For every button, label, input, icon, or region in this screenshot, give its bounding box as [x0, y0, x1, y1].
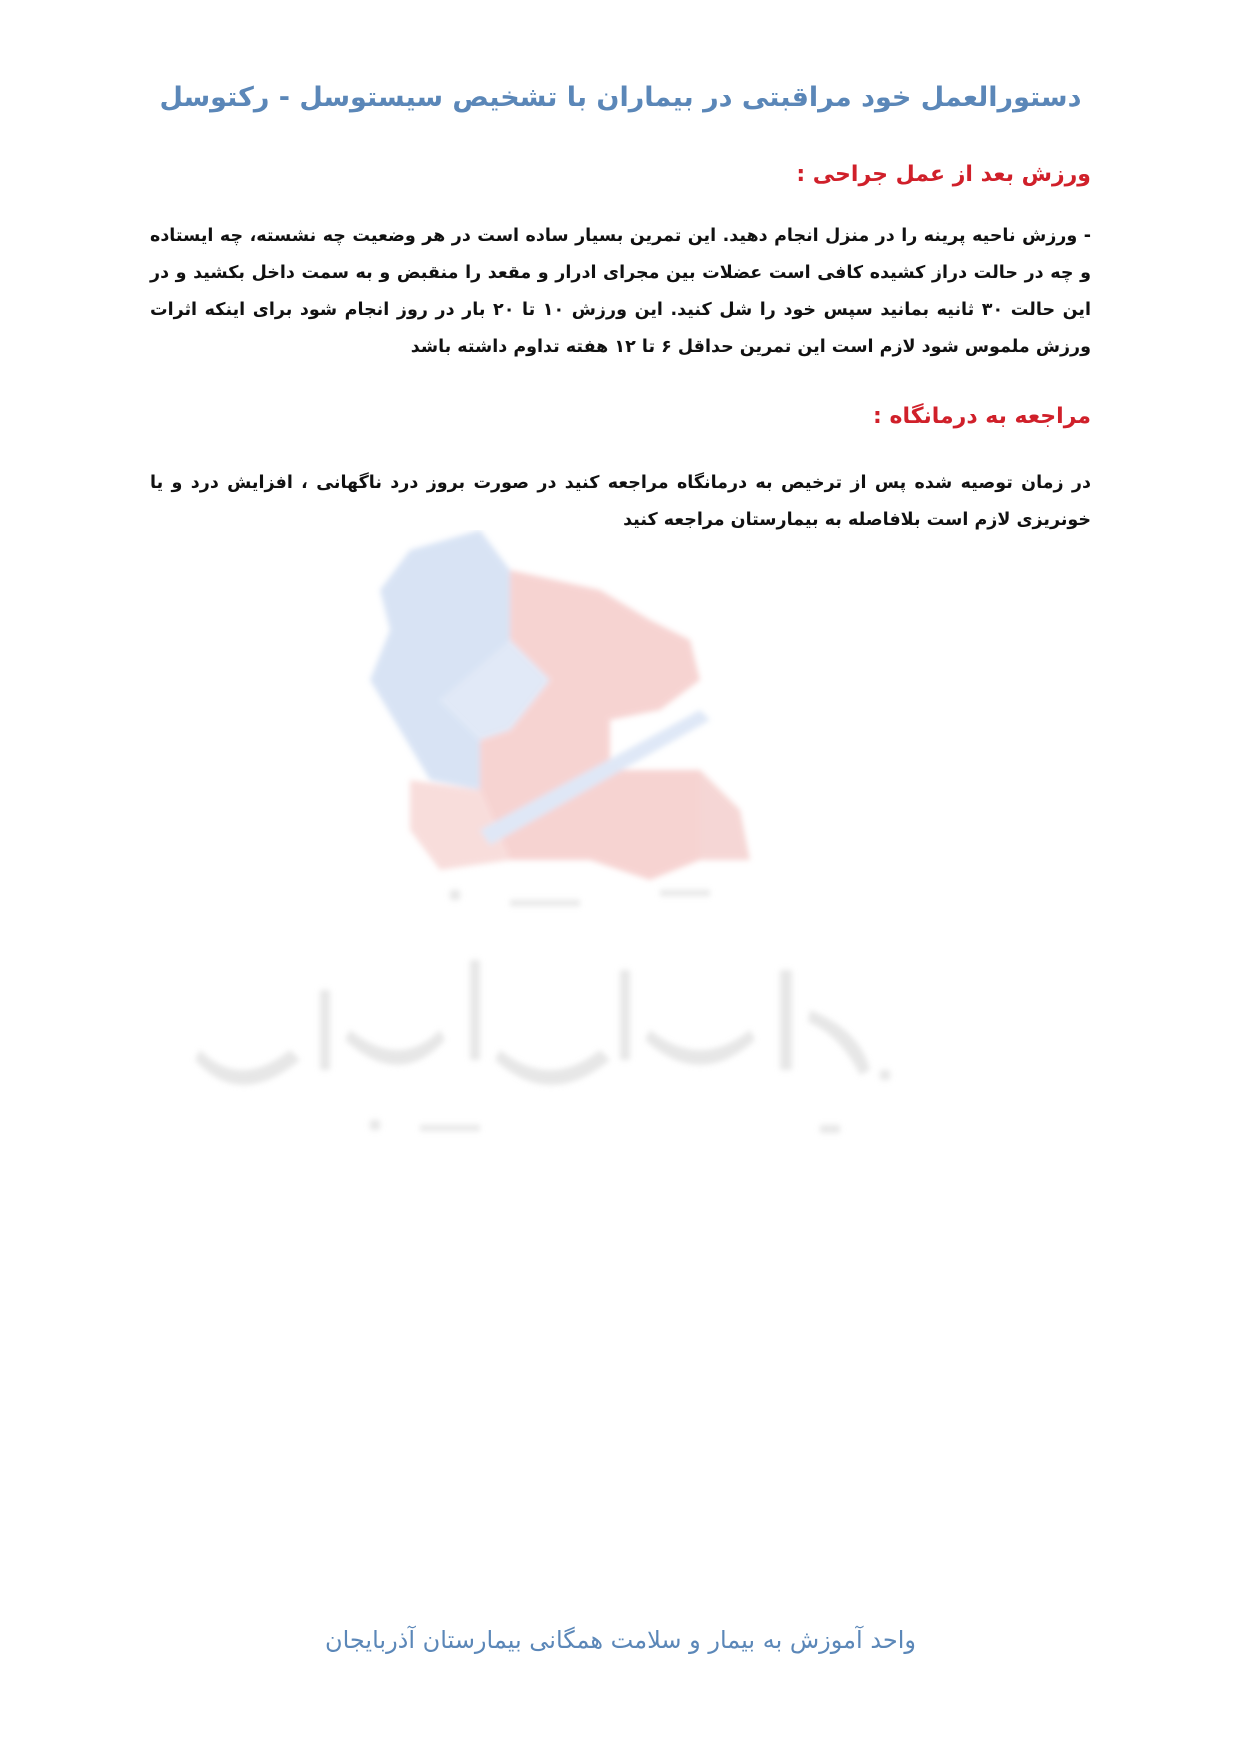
section-heading-exercise: ورزش بعد از عمل جراحی :: [796, 162, 1091, 187]
section-body-exercise: - ورزش ناحیه پرینه را در منزل انجام دهید. این تمرین بسیار ساده است در هر وضعیت چه نشسته، چه ایستاده و چه در حالت دراز کشیده کافی است عضلات بین مجرای ادرار و مقعد را منقبض و به سمت داخل بکشید و در این حالت ۳۰ ثانیه بمانید سپس خود را شل کنید. این ورزش ۱۰ تا ۲۰ بار در روز انجام شود برای اینکه اثرات ورزش ملموس شود لازم است این تمرین حداقل ۶ تا ۱۲ هفته تداوم داشته باشد: [150, 226, 1091, 357]
logo-blue-shape: [370, 530, 510, 790]
hospital-logo-watermark-icon: [180, 530, 980, 1190]
section-heading-clinic-visit: مراجعه به درمانگاه :: [873, 404, 1091, 429]
section-body-clinic-visit: در زمان توصیه شده پس از ترخیص به درمانگاه مراجعه کنید در صورت بروز درد ناگهانی ، افزایش درد و یا خونریزی لازم است بلافاصله به بیمارستان مراجعه کنید: [150, 473, 1091, 530]
footer-organization: واحد آموزش به بیمار و سلامت همگانی بیمارستان آذربایجان: [324, 1626, 917, 1654]
logo-red-shape: [480, 570, 700, 880]
document-title: دستورالعمل خود مراقبتی در بیماران با تشخیص سیستوسل - رکتوسل: [159, 82, 1082, 113]
